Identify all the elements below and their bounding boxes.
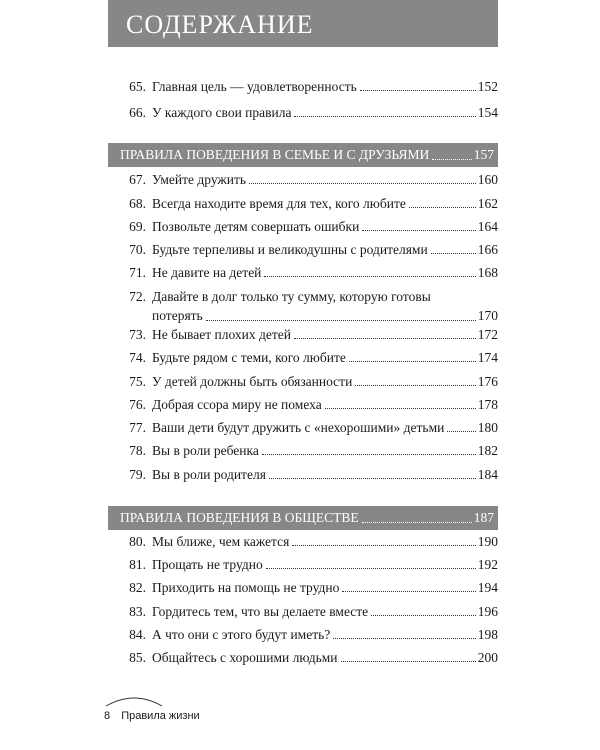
toc-entry-75[interactable] [108, 373, 498, 390]
toc-entry-83[interactable] [108, 603, 498, 620]
toc-entry-70[interactable] [108, 241, 498, 258]
entry-title: Не давите на детей [152, 265, 262, 280]
entry-title: Не бывает плохих детей [152, 327, 291, 342]
entry-title: Добрая ссора миру не помеха [152, 397, 322, 412]
page-footer [104, 694, 304, 724]
entry-number: 65. [129, 79, 146, 94]
entry-page: 182 [477, 443, 498, 458]
toc-entry-80[interactable] [108, 533, 498, 550]
entry-number: 77. [129, 420, 146, 435]
toc-entry-84[interactable] [108, 626, 498, 643]
entry-page: 164 [477, 219, 498, 234]
entry-page: 194 [477, 580, 498, 595]
section-title: ПРАВИЛА ПОВЕДЕНИЯ В СЕМЬЕ И С ДРУЗЬЯМИ [120, 147, 430, 162]
entry-page: 180 [477, 420, 498, 435]
toc-entry-67[interactable] [108, 171, 498, 188]
entry-title-line2: потерять [152, 308, 203, 323]
entry-number: 67. [129, 172, 146, 187]
leader-dots [294, 116, 475, 117]
entry-title: Будьте терпеливы и великодушны с родителями [152, 242, 428, 257]
leader-dots [447, 431, 475, 432]
leader-dots [342, 591, 475, 592]
entry-number: 68. [129, 196, 146, 211]
section-header-society[interactable] [108, 506, 498, 530]
toc-entry-72[interactable] [108, 288, 498, 324]
page-title: СОДЕРЖАНИЕ [126, 10, 314, 39]
entry-title: У каждого свои правила [152, 105, 292, 120]
entry-number: 79. [129, 467, 146, 482]
entry-page: 170 [477, 308, 498, 323]
entry-number: 76. [129, 397, 146, 412]
toc-entry-78[interactable] [108, 442, 498, 459]
entry-number: 84. [129, 627, 146, 642]
leader-dots [349, 361, 476, 362]
entry-number: 66. [129, 105, 146, 120]
toc-entry-71[interactable] [108, 264, 498, 281]
leader-dots [333, 638, 476, 639]
entry-page: 152 [477, 79, 498, 94]
leader-dots [249, 183, 476, 184]
leader-dots [269, 478, 476, 479]
entry-page: 178 [477, 397, 498, 412]
entry-page: 172 [477, 327, 498, 342]
entry-title: Общайтесь с хорошими людьми [152, 650, 338, 665]
section-page: 187 [473, 510, 494, 525]
entry-number: 78. [129, 443, 146, 458]
leader-dots [341, 661, 476, 662]
toc-entry-66[interactable] [108, 104, 498, 121]
toc-entry-82[interactable] [108, 579, 498, 596]
entry-number: 85. [129, 650, 146, 665]
entry-title: А что они с этого будут иметь? [152, 627, 331, 642]
entry-title: Будьте рядом с теми, кого любите [152, 350, 346, 365]
entry-page: 200 [477, 650, 498, 665]
entry-title: Приходить на помощь не трудно [152, 580, 340, 595]
leader-dots [431, 253, 476, 254]
toc-entry-73[interactable] [108, 326, 498, 343]
entry-page: 174 [477, 350, 498, 365]
leader-dots [264, 276, 475, 277]
section-header-family[interactable] [108, 143, 498, 167]
entry-number: 80. [129, 534, 146, 549]
entry-title-line1: Давайте в долг только ту сумму, которую готовы [152, 289, 431, 304]
entry-number: 82. [129, 580, 146, 595]
book-title: Правила жизни [121, 710, 200, 722]
entry-page: 160 [477, 172, 498, 187]
entry-title: Позвольте детям совершать ошибки [152, 219, 360, 234]
leader-dots [325, 408, 476, 409]
entry-number: 72. [129, 289, 146, 304]
entry-title: Всегда находите время для тех, кого любите [152, 196, 406, 211]
leader-dots [362, 522, 472, 523]
toc-entry-74[interactable] [108, 349, 498, 366]
entry-page: 154 [477, 105, 498, 120]
entry-page: 198 [477, 627, 498, 642]
entry-number: 70. [129, 242, 146, 257]
entry-title: Ваши дети будут дружить с «нехорошими» детьми [152, 420, 445, 435]
toc-entry-85[interactable] [108, 649, 498, 666]
section-title: ПРАВИЛА ПОВЕДЕНИЯ В ОБЩЕСТВЕ [120, 510, 359, 525]
entry-number: 71. [129, 265, 146, 280]
entry-title: У детей должны быть обязанности [152, 374, 353, 389]
section-page: 157 [473, 147, 494, 162]
leader-dots [360, 90, 476, 91]
entry-title: Главная цель — удовлетворенность [152, 79, 357, 94]
leader-dots [262, 454, 476, 455]
leader-dots [371, 615, 476, 616]
leader-dots [409, 207, 476, 208]
footer-text [104, 710, 200, 722]
entry-page: 168 [477, 265, 498, 280]
entry-page: 176 [477, 374, 498, 389]
toc-entry-77[interactable] [108, 419, 498, 436]
toc-entry-79[interactable] [108, 466, 498, 483]
entry-page: 196 [477, 604, 498, 619]
entry-number: 73. [129, 327, 146, 342]
entry-number: 75. [129, 374, 146, 389]
page-number: 8 [104, 710, 111, 722]
entry-title: Прощать не трудно [152, 557, 263, 572]
entry-page: 190 [477, 534, 498, 549]
leader-dots [362, 230, 475, 231]
leader-dots [206, 320, 476, 321]
entry-page: 166 [477, 242, 498, 257]
leader-dots [432, 159, 472, 160]
toc-entry-68[interactable] [108, 195, 498, 212]
entry-title: Вы в роли ребенка [152, 443, 259, 458]
entry-page: 184 [477, 467, 498, 482]
entry-title: Вы в роли родителя [152, 467, 266, 482]
toc-entry-69[interactable] [108, 218, 498, 235]
entry-page: 192 [477, 557, 498, 572]
header-bar [108, 0, 498, 47]
footer-arc-ornament [104, 694, 164, 708]
leader-dots [292, 545, 475, 546]
entry-title: Гордитесь тем, что вы делаете вместе [152, 604, 369, 619]
leader-dots [294, 338, 476, 339]
leader-dots [266, 568, 476, 569]
entry-number: 83. [129, 604, 146, 619]
entry-title: Умейте дружить [152, 172, 247, 187]
entry-number: 74. [129, 350, 146, 365]
leader-dots [355, 385, 475, 386]
toc-entry-81[interactable] [108, 556, 498, 573]
entry-title: Мы ближе, чем кажется [152, 534, 290, 549]
entry-page: 162 [477, 196, 498, 211]
entry-number: 69. [129, 219, 146, 234]
toc-entry-65[interactable] [108, 78, 498, 95]
toc-entry-76[interactable] [108, 396, 498, 413]
entry-number: 81. [129, 557, 146, 572]
